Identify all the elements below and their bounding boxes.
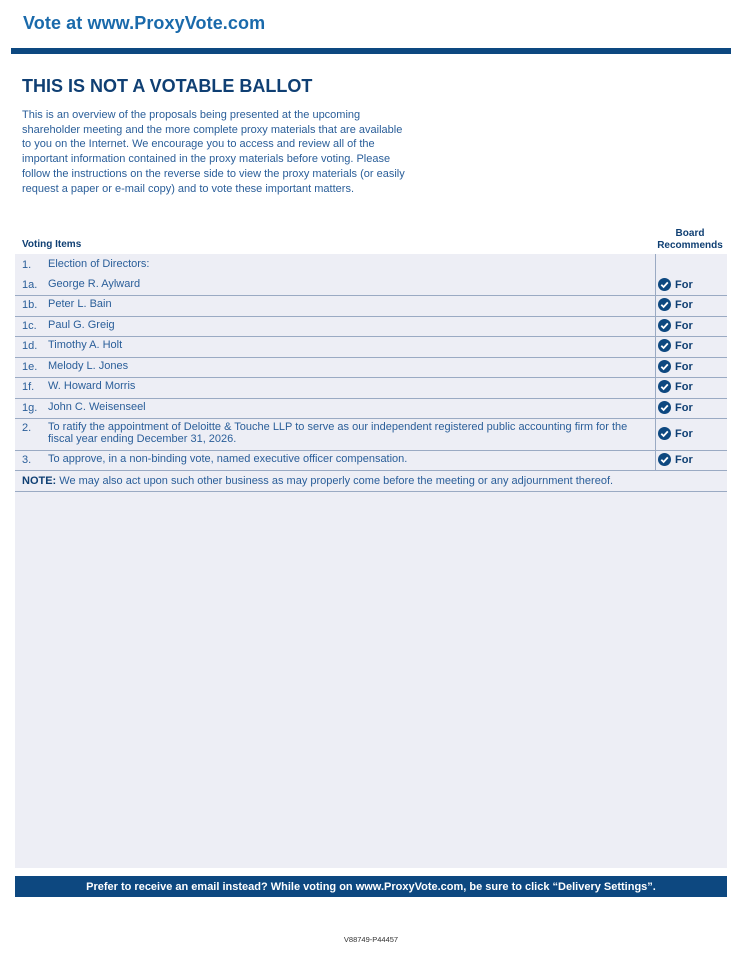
row-text: George R. Aylward	[48, 278, 141, 290]
check-circle-icon	[658, 427, 671, 440]
check-circle-icon	[658, 453, 671, 466]
note-text	[22, 475, 722, 487]
document-code: V88749-P44457	[343, 935, 399, 944]
row-number: 1f.	[22, 381, 35, 393]
row-text: To approve, in a non-binding vote, named executive officer compensation.	[48, 453, 408, 465]
recommendation	[658, 339, 693, 352]
recommendation-label: For	[675, 401, 693, 414]
email-delivery-banner	[15, 876, 727, 897]
row-number: 2.	[22, 422, 32, 434]
email-delivery-text: Prefer to receive an email instead? While voting on www.ProxyVote.com, be sure to click “Delivery Settings”.	[86, 880, 656, 893]
recommendation-label: For	[675, 298, 693, 311]
row-text: Peter L. Bain	[48, 298, 112, 310]
row-number: 1g.	[22, 402, 38, 414]
recommendation-label: For	[675, 380, 693, 393]
header-rule	[11, 48, 731, 54]
recommendation	[658, 319, 693, 332]
note-label: NOTE:	[22, 475, 57, 487]
board-recommends-line1: Board	[675, 228, 705, 239]
recommendation	[658, 380, 693, 393]
table-row	[15, 378, 727, 399]
recommendation	[658, 453, 693, 466]
check-circle-icon	[658, 380, 671, 393]
table-row	[15, 358, 727, 378]
recommendation-label: For	[675, 427, 693, 440]
recommendation-label: For	[675, 453, 693, 466]
row-number: 1b.	[22, 299, 38, 311]
recommendation	[658, 360, 693, 373]
check-circle-icon	[658, 319, 671, 332]
table-row	[15, 419, 727, 451]
row-text: John C. Weisenseel	[48, 401, 146, 413]
check-circle-icon	[658, 339, 671, 352]
table-row	[15, 337, 727, 358]
table-row	[15, 296, 727, 317]
row-number: 3.	[22, 454, 32, 466]
row-text: To ratify the appointment of Deloitte & Touche LLP to serve as our independent registered public accounting firm for the fiscal year ending December 31, 2026.	[48, 421, 628, 445]
check-circle-icon	[658, 278, 671, 291]
check-circle-icon	[658, 298, 671, 311]
recommendation-label: For	[675, 360, 693, 373]
header-title[interactable]: Vote at www.ProxyVote.com	[23, 13, 266, 33]
recommendation	[658, 401, 693, 414]
row-text: W. Howard Morris	[48, 380, 136, 392]
voting-items-header: Voting Items	[22, 239, 82, 250]
note-body: We may also act upon such other business as may properly come before the meeting or any adjournment thereof.	[56, 475, 614, 487]
table-row	[15, 451, 727, 471]
table-row	[15, 317, 727, 337]
row-number: 1c.	[22, 320, 37, 332]
recommendation-label: For	[675, 339, 693, 352]
table-row	[15, 276, 727, 296]
intro-paragraph: This is an overview of the proposals being presented at the upcoming shareholder meeting and the more complete proxy materials that are available to you on the Internet. We encourage you to access and review all of the important information contained in the proxy materials before voting. Please follow the instructions on the reverse side to view the proxy materials (or easily request a paper or e-mail copy) and to vote these important matters.	[22, 109, 405, 195]
row-text: Timothy A. Holt	[48, 339, 123, 351]
row-text: Paul G. Greig	[48, 319, 115, 331]
row-number: 1d.	[22, 340, 38, 352]
board-recommends-line2: Recommends	[657, 239, 723, 251]
recommendation	[658, 298, 693, 311]
board-recommends-header	[654, 228, 726, 251]
row-number: 1a.	[22, 279, 38, 291]
recommendation-label: For	[675, 319, 693, 332]
check-circle-icon	[658, 360, 671, 373]
recommendation	[658, 427, 693, 440]
recommendation	[658, 278, 693, 291]
table-row	[15, 256, 727, 276]
row-text: Melody L. Jones	[48, 360, 129, 372]
row-text: Election of Directors:	[48, 258, 150, 270]
recommendation-label: For	[675, 278, 693, 291]
row-number: 1.	[22, 259, 32, 271]
table-row	[15, 399, 727, 419]
notice-title: THIS IS NOT A VOTABLE BALLOT	[22, 76, 313, 96]
row-number: 1e.	[22, 361, 38, 373]
check-circle-icon	[658, 401, 671, 414]
